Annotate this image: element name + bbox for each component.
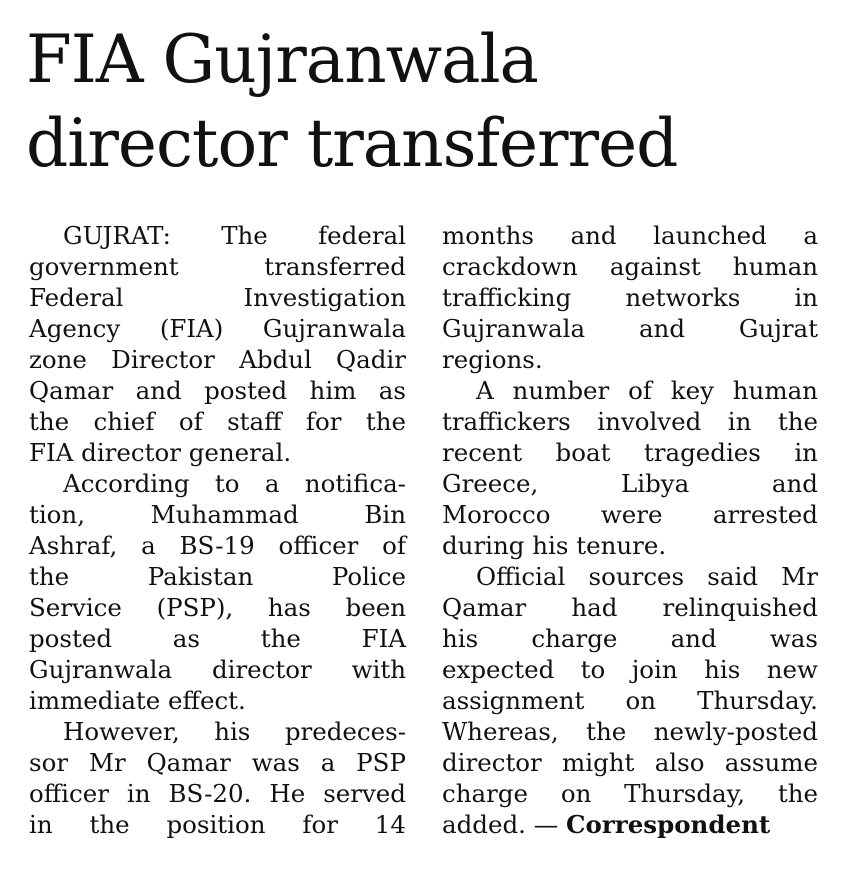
article-line: Official sources said Mr bbox=[476, 562, 818, 591]
article-line: the chief of staff for the bbox=[29, 407, 406, 436]
byline: Correspondent bbox=[566, 810, 771, 839]
article-line: traffickers involved in the bbox=[442, 407, 818, 436]
article-line: crackdown against human bbox=[442, 252, 818, 281]
article-line: Service (PSP), has been bbox=[29, 593, 406, 622]
article-line: charge on Thursday, the bbox=[442, 779, 818, 808]
article-line: Federal Investigation bbox=[29, 283, 406, 312]
article-column-left bbox=[29, 220, 406, 840]
article-line: A number of key human bbox=[476, 376, 818, 405]
article-line: FIA director general. bbox=[29, 438, 292, 467]
article-line: added. — Correspondent bbox=[442, 810, 771, 839]
article-line: GUJRAT: The federal bbox=[63, 221, 406, 250]
article-line: assignment on Thursday. bbox=[442, 686, 818, 715]
article-line: expected to join his new bbox=[442, 655, 818, 684]
article-line: months and launched a bbox=[442, 221, 818, 250]
article-line: Ashraf, a BS-19 officer of bbox=[29, 531, 406, 560]
article-line: trafficking networks in bbox=[442, 283, 818, 312]
article-line: Qamar and posted him as bbox=[29, 376, 406, 405]
article-line: during his tenure. bbox=[442, 531, 667, 560]
article-line: director might also assume bbox=[442, 748, 818, 777]
article-line: his charge and was bbox=[442, 624, 818, 653]
article-line: tion, Muhammad Bin bbox=[29, 500, 406, 529]
article-line: Qamar had relinquished bbox=[442, 593, 818, 622]
article-column-right bbox=[442, 220, 818, 840]
headline-line-2: director transferred bbox=[26, 105, 678, 182]
article-line: recent boat tragedies in bbox=[442, 438, 818, 467]
article-line: immediate effect. bbox=[29, 686, 246, 715]
article-line: in the position for 14 bbox=[29, 810, 406, 839]
article-line: Gujranwala director with bbox=[29, 655, 406, 684]
article-line: According to a notifica- bbox=[63, 469, 406, 498]
article-line: zone Director Abdul Qadir bbox=[29, 345, 406, 374]
article-line: regions. bbox=[442, 345, 543, 374]
article-line: Agency (FIA) Gujranwala bbox=[29, 314, 406, 343]
headline bbox=[26, 18, 826, 186]
article-line: However, his predeces- bbox=[63, 717, 406, 746]
article-line: officer in BS-20. He served bbox=[29, 779, 406, 808]
article-line: Whereas, the newly-posted bbox=[442, 717, 818, 746]
article-line: posted as the FIA bbox=[29, 624, 406, 653]
headline-line-1: FIA Gujranwala bbox=[26, 21, 538, 98]
article-line: sor Mr Qamar was a PSP bbox=[29, 748, 406, 777]
article-line: Morocco were arrested bbox=[442, 500, 818, 529]
article-line: Greece, Libya and bbox=[442, 469, 818, 498]
article-line: government transferred bbox=[29, 252, 406, 281]
article-line: Gujranwala and Gujrat bbox=[442, 314, 818, 343]
article-line: the Pakistan Police bbox=[29, 562, 406, 591]
